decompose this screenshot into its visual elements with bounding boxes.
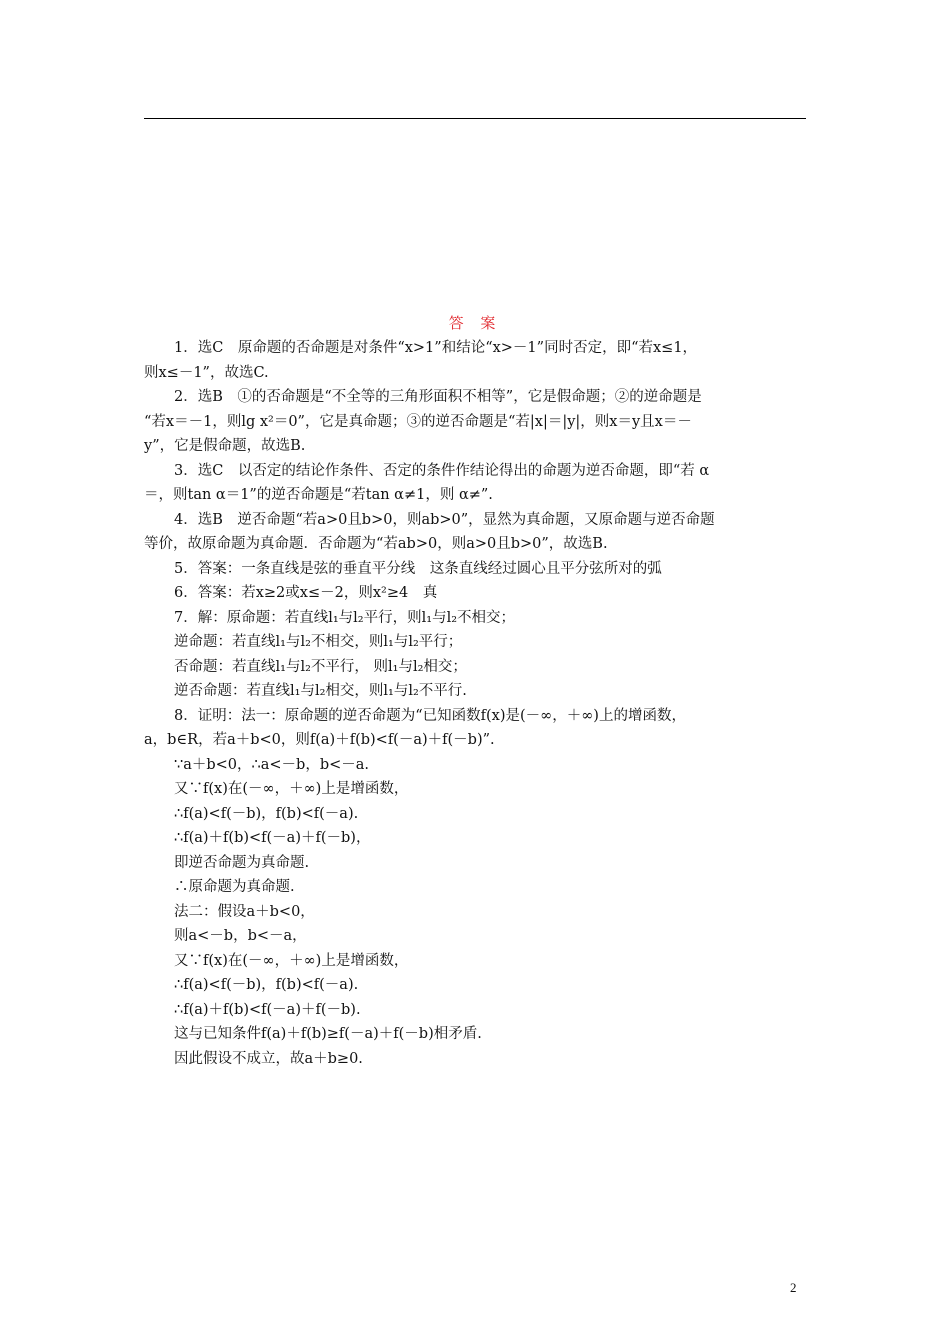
text-line: ∵a＋b<0，∴a<－b，b<－a.	[174, 756, 370, 773]
text-line: 否命题：若直线l₁与l₂不平行， 则l₁与l₂相交；	[174, 658, 467, 675]
header-rule	[144, 118, 806, 119]
text-line: 则x≤－1”，故选C.	[144, 364, 269, 381]
text-line: ∴f(a)<f(－b)，f(b)<f(－a).	[174, 805, 359, 822]
text-line: 这与已知条件f(a)＋f(b)≥f(－a)＋f(－b)相矛盾.	[174, 1026, 482, 1042]
text-line: 逆否命题：若直线l₁与l₂相交，则l₁与l₂不平行.	[174, 683, 467, 699]
text-line: 8．证明：法一：原命题的逆否命题为“已知函数f(x)是(－∞，＋∞)上的增函数，	[174, 707, 686, 724]
text-line: 又∵f(x)在(－∞，＋∞)上是增函数，	[174, 781, 409, 797]
text-line: ∴原命题为真命题.	[174, 879, 295, 895]
text-line: “若x＝－1，则lg x²＝0”，它是真命题；③的逆否命题是“若|x|＝|y|，则x＝y且x＝－	[144, 413, 692, 430]
text-line: 则a<－b，b<－a，	[174, 928, 307, 944]
answer-title: 答 案	[448, 314, 502, 332]
text-line: a，b∈R，若a＋b<0，则f(a)＋f(b)<f(－a)＋f(－b)”.	[144, 732, 495, 748]
text-line: 1．选C 原命题的否命题是对条件“x>1”和结论“x>－1”同时否定，即“若x≤1，	[174, 340, 698, 356]
text-line: 2．选B ①的否命题是“不全等的三角形面积不相等”，它是假命题；②的逆命题是	[174, 389, 702, 405]
text-line: 法二：假设a＋b<0，	[174, 903, 315, 920]
text-line: 又∵f(x)在(－∞，＋∞)上是增函数，	[174, 952, 409, 969]
answer-body	[144, 336, 812, 1071]
text-line: 逆命题：若直线l₁与l₂不相交，则l₁与l₂平行；	[174, 634, 463, 650]
text-line: 6．答案：若x≥2或x≤－2，则x²≥4 真	[174, 585, 438, 601]
text-line: 等价，故原命题为真命题．否命题为“若ab>0，则a>0且b>0”，故选B.	[144, 536, 608, 552]
text-line: 即逆否命题为真命题.	[174, 854, 310, 871]
text-line: 因此假设不成立，故a＋b≥0.	[174, 1050, 363, 1067]
text-line: ∴f(a)<f(－b)，f(b)<f(－a).	[174, 977, 359, 993]
text-line: y”，它是假命题，故选B.	[144, 438, 306, 454]
text-line: 5．答案：一条直线是弦的垂直平分线 这条直线经过圆心且平分弦所对的弧	[174, 560, 662, 577]
page-number: 2	[790, 1280, 797, 1295]
text-line: ∴f(a)＋f(b)<f(－a)＋f(－b).	[174, 1001, 361, 1018]
text-line: ＝，则tan α＝1”的逆否命题是“若tan α≠1，则 α≠”.	[144, 487, 493, 503]
text-line: 7．解：原命题：若直线l₁与l₂平行，则l₁与l₂不相交；	[174, 609, 516, 626]
text-line: 4．选B 逆否命题“若a>0且b>0，则ab>0”，显然为真命题，又原命题与逆否命题	[174, 511, 715, 528]
text-line: 3．选C 以否定的结论作条件、否定的条件作结论得出的命题为逆否命题，即“若 α	[174, 462, 710, 479]
text-line: ∴f(a)＋f(b)<f(－a)＋f(－b)，	[174, 830, 371, 846]
